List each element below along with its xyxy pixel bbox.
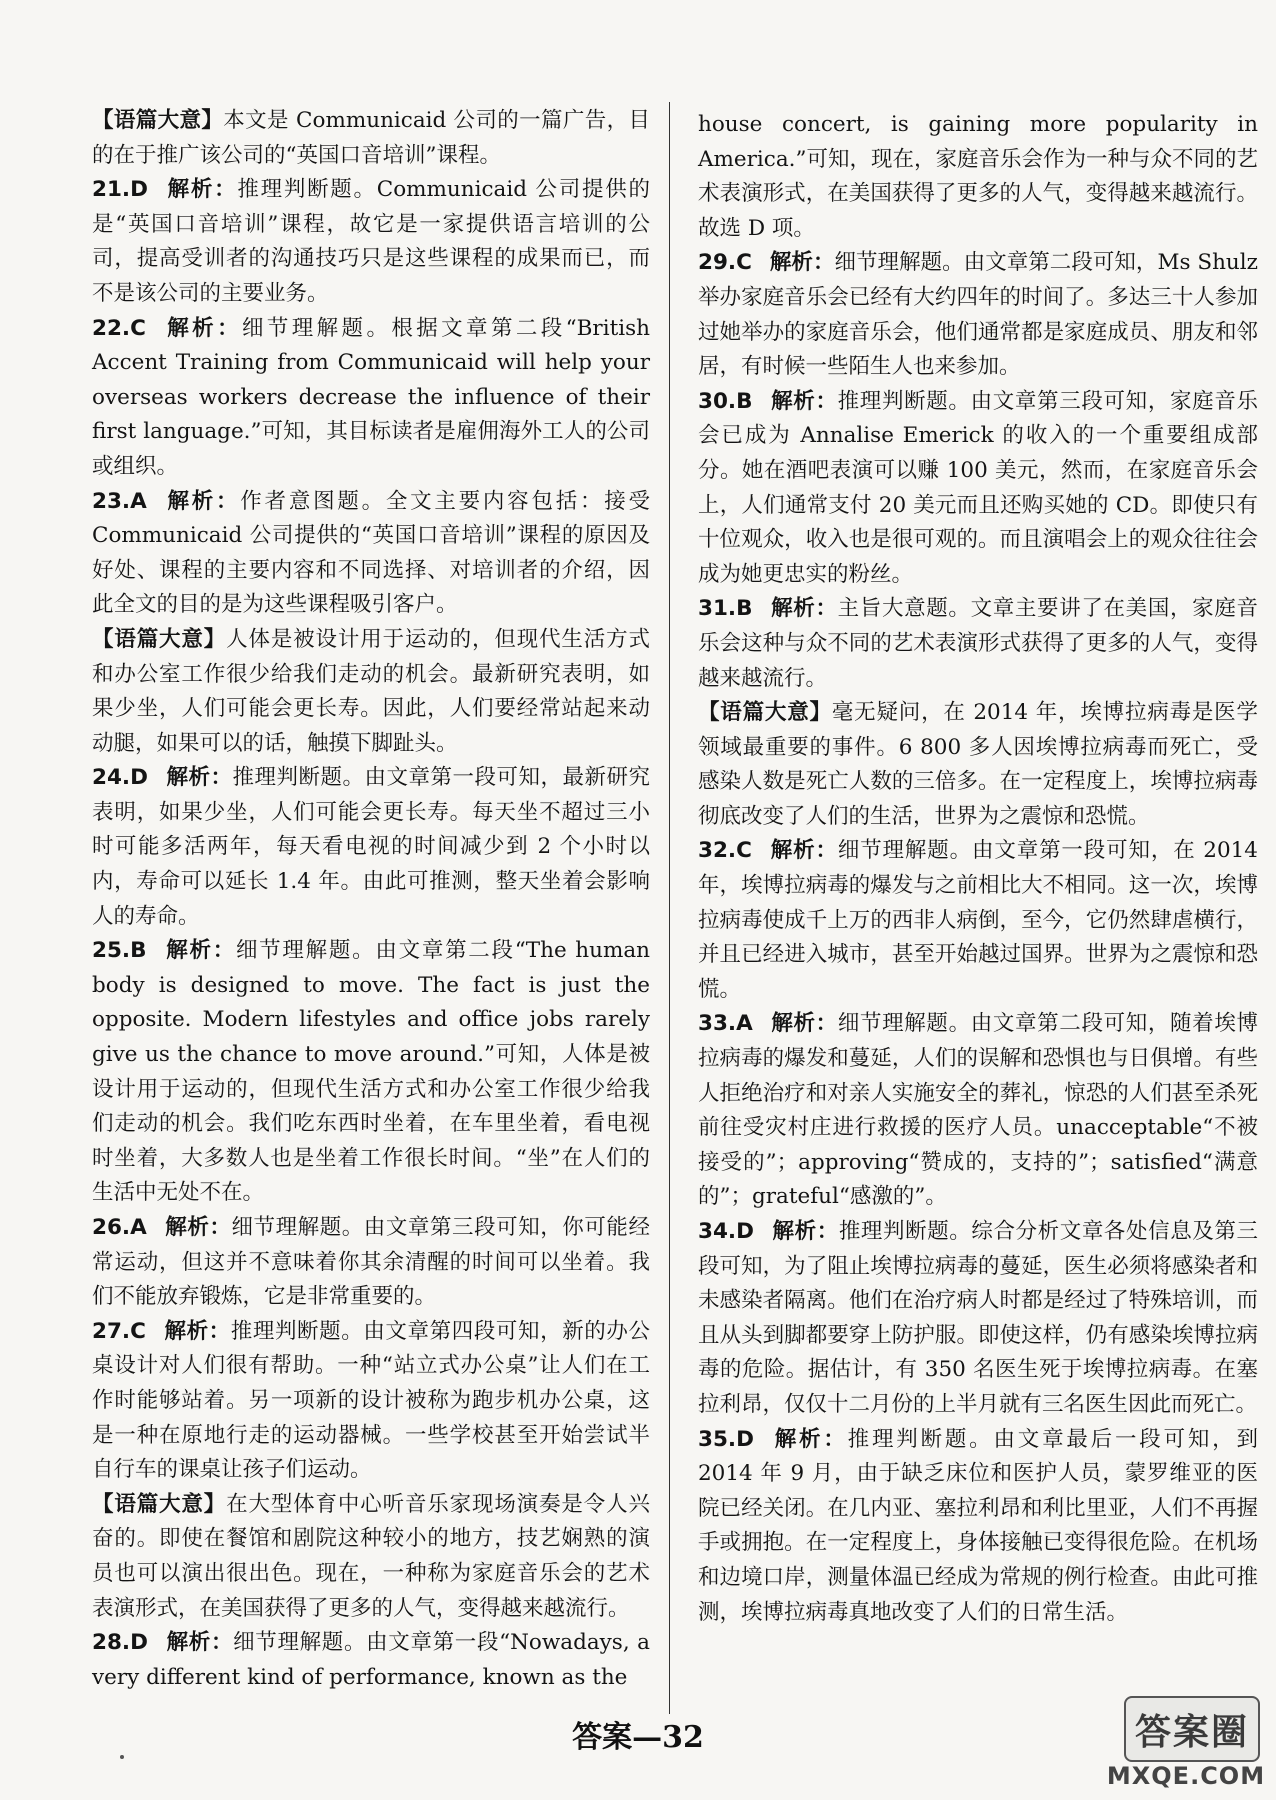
- summary-tag: 【语篇大意】: [698, 700, 832, 726]
- print-speck: [120, 1755, 124, 1759]
- summary-block: [92, 1488, 650, 1626]
- summary-text: 人体是被设计用于运动的，但现代生活方式和办公室工作很少给我们走动的机会。最新研究表明，如果少坐，人们可能会更长寿。因此，人们要经常站起来动动腿，如果可以的话，触摸下脚趾头。: [92, 626, 650, 756]
- summary-tag: 【语篇大意】: [92, 626, 227, 652]
- answer-27: 27.C 解析：推理判断题。由文章第四段可知，新的办公桌设计对人们很有帮助。一种“站立式办公桌”让人们在工作时能够站着。另一项新的设计被称为跑步机办公桌，这是一种在原地行走的运动器械。一些学校甚至开始尝试半自行车的课桌让孩子们运动。: [92, 1318, 650, 1483]
- answer-31: 31.B 解析：主旨大意题。文章主要讲了在美国，家庭音乐会这种与众不同的艺术表演形式获得了更多的人气，变得越来越流行。: [698, 596, 1258, 691]
- footer-label: 答案: [572, 1720, 633, 1755]
- summary-tag: 【语篇大意】: [92, 108, 224, 133]
- answer-35: 35.D 解析：推理判断题。由文章最后一段可知，到 2014 年 9 月，由于缺乏床位和医护人员，蒙罗维亚的医院已经关闭。在几内亚、塞拉利昂和利比里亚，人们不再握手或拥抱。在一定程度上，身体接触已变得很危险。在机场和边境口岸，测量体温已经成为常规的例行检查。由此可推测，埃博拉病毒真地改变了人们的日常生活。: [698, 1426, 1258, 1625]
- left-column: [92, 104, 650, 1695]
- answer-28: 28.D 解析：细节理解题。由文章第一段“Nowadays, a very different kind of performance, known as the: [92, 1630, 650, 1690]
- summary-text: 在大型体育中心听音乐家现场演奏是令人兴奋的。即使在餐馆和剧院这种较小的地方，技艺娴熟的演员也可以演出很出色。现在，一种称为家庭音乐会的艺术表演形式，在美国获得了更多的人气，变得越来越流行。: [92, 1491, 650, 1621]
- column-divider: [669, 102, 670, 1714]
- answer-34: 34.D 解析：推理判断题。综合分析文章各处信息及第三段可知，为了阻止埃博拉病毒的蔓延，医生必须将感染者和未感染者隔离。他们在治疗病人时都是经过了特殊培训，而且从头到脚都要穿上防护服。即使这样，仍有感染埃博拉病毒的危险。据估计，有 350 名医生死于埃博拉病毒。在塞拉利昂，仅仅十二月份的上半月就有三名医生因此而死亡。: [698, 1219, 1258, 1417]
- answer-24: 24.D 解析：推理判断题。由文章第一段可知，最新研究表明，如果少坐，人们可能会更长寿。每天坐不超过三小时可能多活两年，每天看电视的时间减少到 2 个小时以内，寿命可以延长 1.4 年。由此可推测，整天坐着会影响人的寿命。: [92, 765, 650, 929]
- page-number: 32: [662, 1720, 704, 1755]
- watermark-logo: [1106, 1696, 1266, 1794]
- summary-tag: 【语篇大意】: [92, 1491, 227, 1517]
- summary-block: [92, 104, 650, 173]
- page-footer: [0, 1712, 1276, 1756]
- answer-26: 26.A 解析：细节理解题。由文章第三段可知，你可能经常运动，但这并不意味着你其余清醒的时间可以坐着。我们不能放弃锻炼，它是非常重要的。: [92, 1215, 650, 1310]
- watermark-site: MXQE.COM: [1106, 1762, 1266, 1790]
- footer-separator: —: [632, 1720, 663, 1755]
- right-column: [698, 108, 1258, 1630]
- summary-block: [698, 696, 1258, 834]
- answer-33: 33.A 解析：细节理解题。由文章第二段可知，随着埃博拉病毒的爆发和蔓延，人们的误解和恐惧也与日俱增。有些人拒绝治疗和对亲人实施安全的葬礼，惊恐的人们甚至杀死前往受灾村庄进行救援的医疗人员。unacceptable“不被接受的”；approving“赞成的，支持的”；satisfied“满意的”；grateful“感激的”。: [698, 1011, 1258, 1210]
- answer-30: 30.B 解析：推理判断题。由文章第三段可知，家庭音乐会已成为 Annalise Emerick 的收入的一个重要组成部分。她在酒吧表演可以赚 100 美元，然而，在家庭音乐会上，人们通常支付 20 美元而且还购买她的 CD。即使只有十位观众，收入也是很可观的。而且演唱会上的观众往往会成为她更忠实的粉丝。: [698, 388, 1258, 587]
- continued-text: house concert, is gaining more popularity in America.”可知，现在，家庭音乐会作为一种与众不同的艺术表演形式，在美国获得了更多的人气，变得越来越流行。故选 D 项。: [698, 112, 1258, 241]
- summary-block: [92, 623, 650, 761]
- answer-32: 32.C 解析：细节理解题。由文章第一段可知，在 2014 年，埃博拉病毒的爆发与之前相比大不相同。这一次，埃博拉病毒使成千上万的西非人病倒，至今，它仍然肆虐横行，并且已经进入城市，甚至开始越过国界。世界为之震惊和恐慌。: [698, 838, 1258, 1002]
- answer-23: 23.A 解析：作者意图题。全文主要内容包括：接受 Communicaid 公司提供的“英国口音培训”课程的原因及好处、课程的主要内容和不同选择、对培训者的介绍，因此全文的目的是为这些课程吸引客户。: [92, 488, 650, 618]
- answer-22: 22.C 解析：细节理解题。根据文章第二段“British Accent Training from Communicaid will help your overseas workers decrease the influence of their first language.”可知，其目标读者是雇佣海外工人的公司或组织。: [92, 315, 650, 479]
- answer-21: 21.D 解析：推理判断题。Communicaid 公司提供的是“英国口音培训”课程，故它是一家提供语言培训的公司，提高受训者的沟通技巧只是这些课程的成果而已，而不是该公司的主要业务。: [92, 177, 650, 306]
- watermark-mark: 答案圈: [1124, 1696, 1260, 1762]
- summary-text: 毫无疑问，在 2014 年，埃博拉病毒是医学领域最重要的事件。6 800 多人因埃博拉病毒而死亡，受感染人数是死亡人数的三倍多。在一定程度上，埃博拉病毒彻底改变了人们的生活，世界为之震惊和恐慌。: [698, 700, 1258, 829]
- answer-25: 25.B 解析：细节理解题。由文章第二段“The human body is designed to move. The fact is just the opposite. Modern lifestyles and office jobs rarely give us the chance to move around.”可知，人体是被设计用于运动的，但现代生活方式和办公室工作很少给我们走动的机会。我们吃东西时坐着，在车里坐着，看电视时坐着，大多数人也是坐着工作很长时间。“坐”在人们的生活中无处不在。: [92, 938, 650, 1206]
- summary-text: 本文是 Communicaid 公司的一篇广告，目的在于推广该公司的“英国口音培训”课程。: [92, 108, 650, 168]
- answer-29: 29.C 解析：细节理解题。由文章第二段可知，Ms Shulz 举办家庭音乐会已经有大约四年的时间了。多达三十人参加过她举办的家庭音乐会，他们通常都是家庭成员、朋友和邻居，有时候一些陌生人也来参加。: [698, 250, 1258, 380]
